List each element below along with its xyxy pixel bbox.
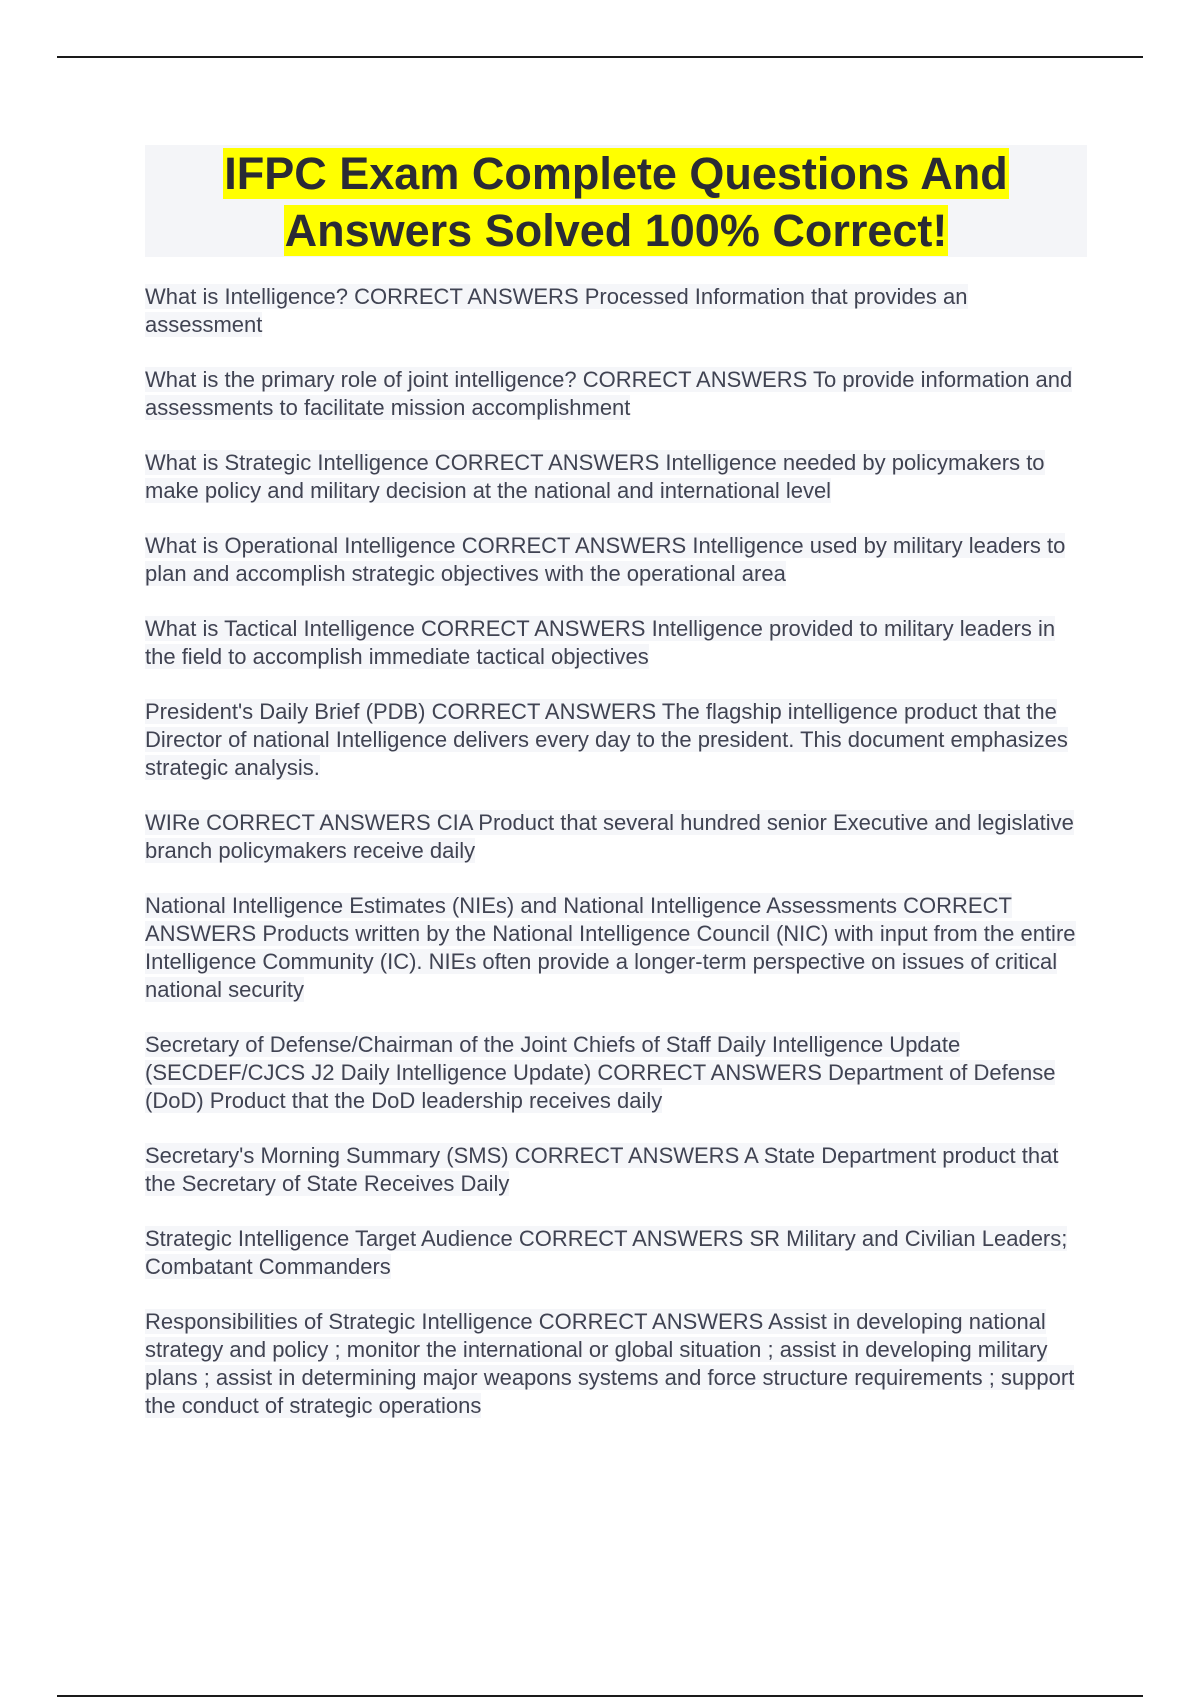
document-title: IFPC Exam Complete Questions And Answers Solved 100% Correct!: [224, 148, 1008, 256]
title-block: [145, 145, 1087, 257]
qa-entry-text: President's Daily Brief (PDB) CORRECT ANSWERS The flagship intelligence product that the Director of national Intelligence delivers every day to the president. This document emphasizes strategic analysis.: [145, 699, 1068, 780]
qa-entry: [145, 449, 1087, 505]
qa-entry: [145, 1142, 1087, 1198]
qa-entry-text: WIRe CORRECT ANSWERS CIA Product that several hundred senior Executive and legislative branch policymakers receive daily: [145, 810, 1074, 863]
qa-entry-text: National Intelligence Estimates (NIEs) and National Intelligence Assessments CORRECT ANSWERS Products written by the National Intelligence Council (NIC) with input from the entire Intelligence Community (IC). NIEs often provide a longer-term perspective on issues of critical national security: [145, 893, 1076, 1002]
qa-entry-text: Strategic Intelligence Target Audience CORRECT ANSWERS SR Military and Civilian Leaders; Combatant Commanders: [145, 1226, 1068, 1279]
qa-entry: [145, 1308, 1087, 1420]
footer-rule: [57, 1695, 1143, 1697]
qa-entry-text: Secretary of Defense/Chairman of the Joint Chiefs of Staff Daily Intelligence Update (SECDEF/CJCS J2 Daily Intelligence Update) CORRECT ANSWERS Department of Defense (DoD) Product that the DoD leadership receives daily: [145, 1032, 1056, 1113]
qa-entry-text: Secretary's Morning Summary (SMS) CORRECT ANSWERS A State Department product that the Secretary of State Receives Daily: [145, 1143, 1059, 1196]
qa-entry: [145, 532, 1087, 588]
qa-entry-text: What is the primary role of joint intelligence? CORRECT ANSWERS To provide information and assessments to facilitate mission accomplishment: [145, 367, 1073, 420]
qa-entry-text: Responsibilities of Strategic Intelligence CORRECT ANSWERS Assist in developing national strategy and policy ; monitor the international or global situation ; assist in developing military plans ; assist in determining major weapons systems and force structure requirements ; support the conduct of strategic operations: [145, 1309, 1075, 1418]
header-rule: [57, 56, 1143, 58]
qa-entry-text: What is Strategic Intelligence CORRECT ANSWERS Intelligence needed by policymakers to make policy and military decision at the national and international level: [145, 450, 1045, 503]
qa-entry-text: What is Intelligence? CORRECT ANSWERS Processed Information that provides an assessment: [145, 284, 968, 337]
qa-entry: [145, 892, 1087, 1004]
qa-entry: [145, 809, 1087, 865]
qa-entry: [145, 366, 1087, 422]
qa-entry: [145, 1031, 1087, 1115]
qa-entry-text: What is Operational Intelligence CORRECT ANSWERS Intelligence used by military leaders to plan and accomplish strategic objectives with the operational area: [145, 533, 1066, 586]
qa-entry: [145, 283, 1087, 339]
qa-entry: [145, 1225, 1087, 1281]
qa-list: [145, 283, 1087, 1447]
qa-entry-text: What is Tactical Intelligence CORRECT ANSWERS Intelligence provided to military leaders in the field to accomplish immediate tactical objectives: [145, 616, 1056, 669]
qa-entry: [145, 698, 1087, 782]
qa-entry: [145, 615, 1087, 671]
